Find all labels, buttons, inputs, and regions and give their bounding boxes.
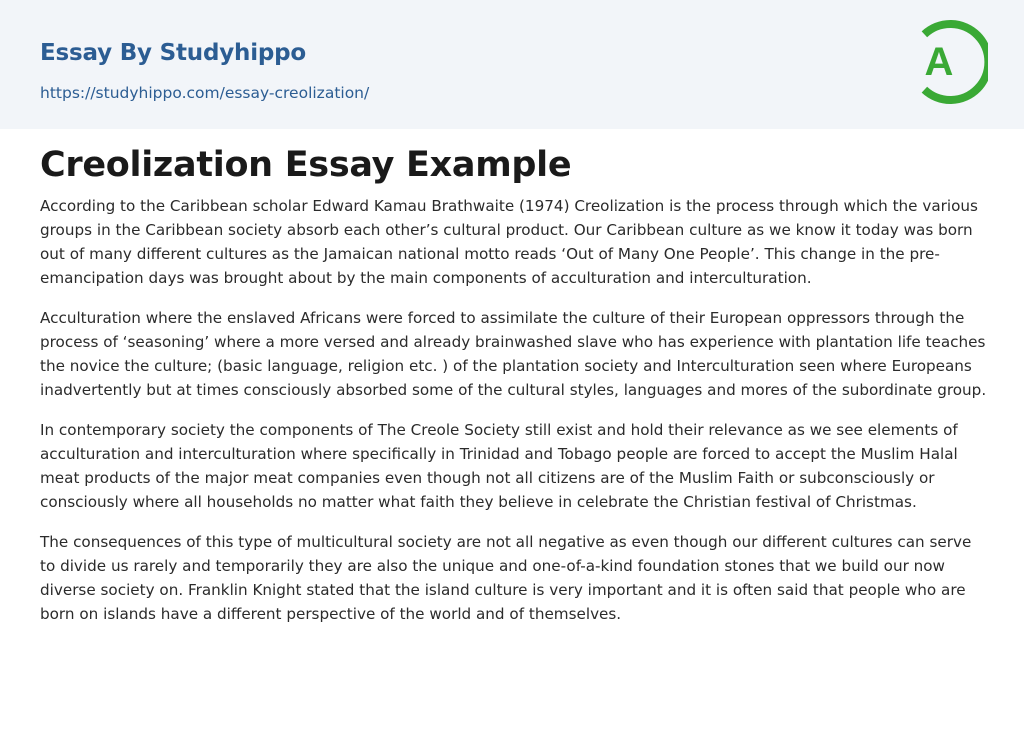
essay-paragraph: In contemporary society the components of The Creole Society still exist and hold their relevance as we see elements of acculturation and interculturation where specifically in Trinidad and Tobago people are forced to accept the Muslim Halal meat products of the major meat companies even though not all citizens are of the Muslim Faith or subconsciously or consciously where all households no matter what faith they believe in celebrate the Christian festival of Christmas. [40,421,958,511]
source-url-link[interactable]: https://studyhippo.com/essay-creolization/ [40,84,370,102]
essay-paragraph: According to the Caribbean scholar Edward Kamau Brathwaite (1974) Creolization is the process through which the various groups in the Caribbean society absorb each other’s cultural product. Our Caribbean culture as we know it today was born out of many different cultures as the Jamaican national motto reads ‘Out of Many One People’. This change in the pre-emancipation days was brought about by the main components of acculturation and interculturation. [40,197,978,287]
page-title: Creolization Essay Example [40,145,572,185]
essay-body [40,194,988,642]
page-header [0,0,1024,129]
logo-letter: A [924,40,954,84]
studyhippo-logo-icon [910,18,988,106]
essay-paragraph: The consequences of this type of multicultural society are not all negative as even though our different cultures can serve to divide us rarely and temporarily they are also the unique and one-of-a-kind foundation stones that we build our now diverse society on. Franklin Knight stated that the island culture is very important and it is often said that people who are born on islands have a different perspective of the world and of themselves. [40,533,972,623]
site-brand: Essay By Studyhippo [40,40,307,66]
essay-paragraph: Acculturation where the enslaved Africans were forced to assimilate the culture of their European oppressors through the process of ‘seasoning’ where a more versed and already brainwashed slave who has experience with plantation life teaches the novice the culture; (basic language, religion etc. ) of the plantation society and Interculturation seen where Europeans inadvertently but at times consciously absorbed some of the cultural styles, languages and mores of the subordinate group. [40,309,987,399]
